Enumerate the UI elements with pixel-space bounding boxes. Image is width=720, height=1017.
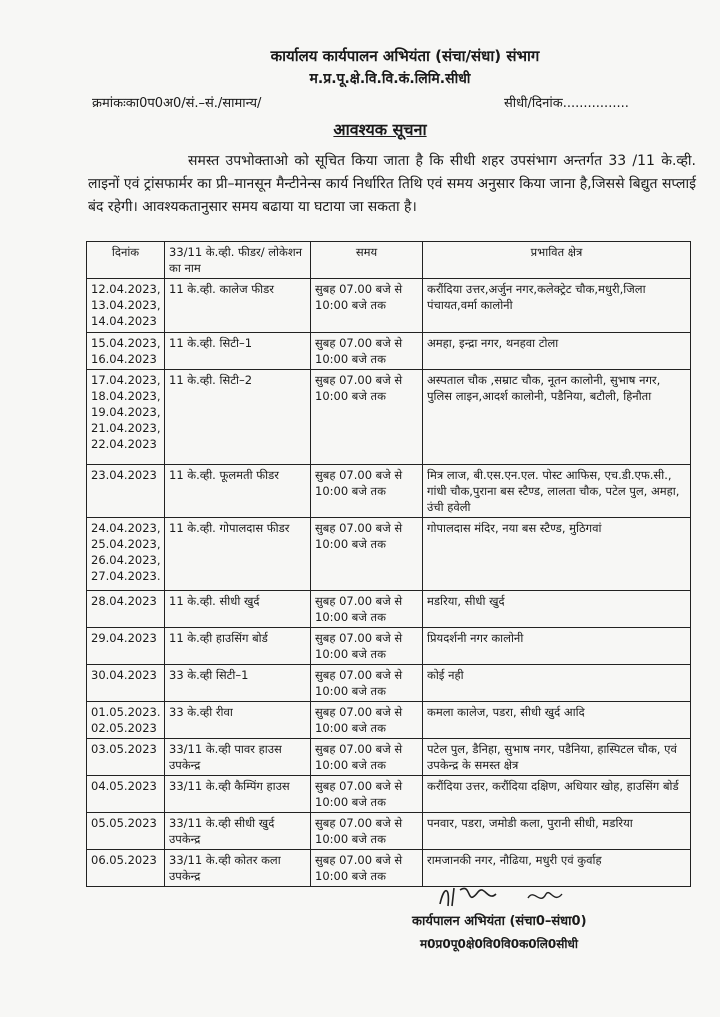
date-cell: 17.04.2023, 18.04.2023, 19.04.2023, 21.04.2023, 22.04.2023 [87,370,165,465]
signature-mark [432,880,582,914]
signatory-designation: कार्यपालन अभियंता (संचा0–संधा0) [412,914,587,929]
date-cell: 30.04.2023 [87,665,165,702]
time-cell: सुबह 07.00 बजे से 10:00 बजे तक [311,850,423,887]
feeder-cell: 33/11 के.व्ही कैम्पिंग हाउस [165,776,311,813]
time-cell: सुबह 07.00 बजे से 10:00 बजे तक [311,465,423,518]
header-area: प्रभावित क्षेत्र [423,242,691,279]
feeder-cell: 33 के.व्ही रीवा [165,702,311,739]
feeder-cell: 33/11 के.व्ही सीधी खुर्द उपकेन्द्र [165,813,311,850]
time-cell: सुबह 07.00 बजे से 10:00 बजे तक [311,628,423,665]
table-header-row [87,242,691,279]
reference-number: क्रमांकःका0प0अ0/सं.–सं./सामान्य/ [92,96,262,111]
time-cell: सुबह 07.00 बजे से 10:00 बजे तक [311,370,423,465]
time-cell: सुबह 07.00 बजे से 10:00 बजे तक [311,702,423,739]
date-cell: 24.04.2023, 25.04.2023, 26.04.2023, 27.04.2023. [87,518,165,591]
date-cell: 28.04.2023 [87,591,165,628]
table-row [87,739,691,776]
feeder-cell: 33/11 के.व्ही कोतर कला उपकेन्द्र [165,850,311,887]
area-cell: गोपालदास मंदिर, नया बस स्टैण्ड, मुठिगवां [423,518,691,591]
area-cell: करौंदिया उत्तर, करौंदिया दक्षिण, अधियार खोह, हाउसिंग बोर्ड [423,776,691,813]
area-cell: पनवार, पडरा, जमोडी कला, पुरानी सीधी, मडरिया [423,813,691,850]
area-cell: मडरिया, सीधी खुर्द [423,591,691,628]
header-time: समय [311,242,423,279]
area-cell: पटेल पुल, डैनिहा, सुभाष नगर, पडैनिया, हास्पिटल चौक, एवं उपकेन्द्र के समस्त क्षेत्र [423,739,691,776]
date-cell: 15.04.2023, 16.04.2023 [87,333,165,370]
header-feeder: 33/11 के.व्ही. फीडर/ लोकेशन का नाम [165,242,311,279]
table-row [87,776,691,813]
table-row [87,628,691,665]
table-row [87,279,691,333]
feeder-cell: 11 के.व्ही. सिटी–2 [165,370,311,465]
signatory-office: म0प्र0पू0क्षे0वि0वि0क0लि0सीधी [420,937,578,951]
area-cell: कोई नही [423,665,691,702]
feeder-cell: 11 के.व्ही. फूलमती फीडर [165,465,311,518]
date-field: सीधी/दिनांक................ [504,96,629,111]
time-cell: सुबह 07.00 बजे से 10:00 बजे तक [311,518,423,591]
time-cell: सुबह 07.00 बजे से 10:00 बजे तक [311,279,423,333]
company-header: म.प्र.पू.क्षे.वि.वि.कं.लिमि.सीधी [309,71,471,87]
date-cell: 05.05.2023 [87,813,165,850]
area-cell: करौंदिया उत्तर,अर्जुन नगर,कलेक्ट्रेट चौक,मधुरी,जिला पंचायत,वर्मा कालोनी [423,279,691,333]
area-cell: रामजानकी नगर, नौढिया, मधुरी एवं कुर्वाह [423,850,691,887]
time-cell: सुबह 07.00 बजे से 10:00 बजे तक [311,665,423,702]
area-cell: अमहा, इन्द्रा नगर, थनहवा टोला [423,333,691,370]
date-cell: 23.04.2023 [87,465,165,518]
time-cell: सुबह 07.00 बजे से 10:00 बजे तक [311,591,423,628]
feeder-cell: 11 के.व्ही. सिटी–1 [165,333,311,370]
feeder-cell: 33/11 के.व्ही पावर हाउस उपकेन्द्र [165,739,311,776]
date-cell: 06.05.2023 [87,850,165,887]
table-row [87,591,691,628]
time-cell: सुबह 07.00 बजे से 10:00 बजे तक [311,739,423,776]
table-row [87,850,691,887]
date-cell: 04.05.2023 [87,776,165,813]
table-row [87,465,691,518]
feeder-cell: 11 के.व्ही. सीधी खुर्द [165,591,311,628]
table-row [87,370,691,465]
header-date: दिनांक [87,242,165,279]
date-cell: 01.05.2023. 02.05.2023 [87,702,165,739]
time-cell: सुबह 07.00 बजे से 10:00 बजे तक [311,776,423,813]
date-cell: 29.04.2023 [87,628,165,665]
area-cell: प्रियदर्शनी नगर कालोनी [423,628,691,665]
time-cell: सुबह 07.00 बजे से 10:00 बजे तक [311,813,423,850]
notice-body: समस्त उपभोक्ताओ को सूचित किया जाता है कि सीधी शहर उपसंभाग अन्तर्गत 33 /11 के.व्ही. लाइनों एवं ट्रांसफार्मर का प्री–मानसून मैन्टीनेन्स कार्य निर्धारित तिथि एवं समय अनुसार किया जाना है,जिससे बिद्युत सप्लाई बंद रहेगी। आवश्यकतानुसार समय बढाया या घटाया जा सकता है। [88,153,696,215]
area-cell: अस्पताल चौक ,सम्राट चौक, नूतन कालोनी, सुभाष नगर, पुलिस लाइन,आदर्श कालोनी, पडैनिया, बटौली, हिनौता [423,370,691,465]
feeder-cell: 11 के.व्ही हाउसिंग बोर्ड [165,628,311,665]
table-row [87,665,691,702]
table-row [87,333,691,370]
feeder-cell: 11 के.व्ही. गोपालदास फीडर [165,518,311,591]
feeder-cell: 33 के.व्ही सिटी–1 [165,665,311,702]
area-cell: कमला कालेज, पडरा, सीधी खुर्द आदि [423,702,691,739]
office-header: कार्यालय कार्यपालन अभियंता (संचा/संधा) संभाग [270,47,540,65]
time-cell: सुबह 07.00 बजे से 10:00 बजे तक [311,333,423,370]
area-cell: मित्र लाज, बी.एस.एन.एल. पोस्ट आफिस, एच.डी.एफ.सी., गांधी चौक,पुराना बस स्टैण्ड, लालता चौक, पटेल पुल, अमहा, उंची हवेली [423,465,691,518]
feeder-cell: 11 के.व्ही. कालेज फीडर [165,279,311,333]
notice-title-text: आवश्यक सूचना [333,120,427,139]
table-row [87,518,691,591]
date-cell: 03.05.2023 [87,739,165,776]
schedule-table [86,241,691,887]
table-row [87,702,691,739]
table-row [87,813,691,850]
date-cell: 12.04.2023, 13.04.2023, 14.04.2023 [87,279,165,333]
notice-title [0,118,720,140]
